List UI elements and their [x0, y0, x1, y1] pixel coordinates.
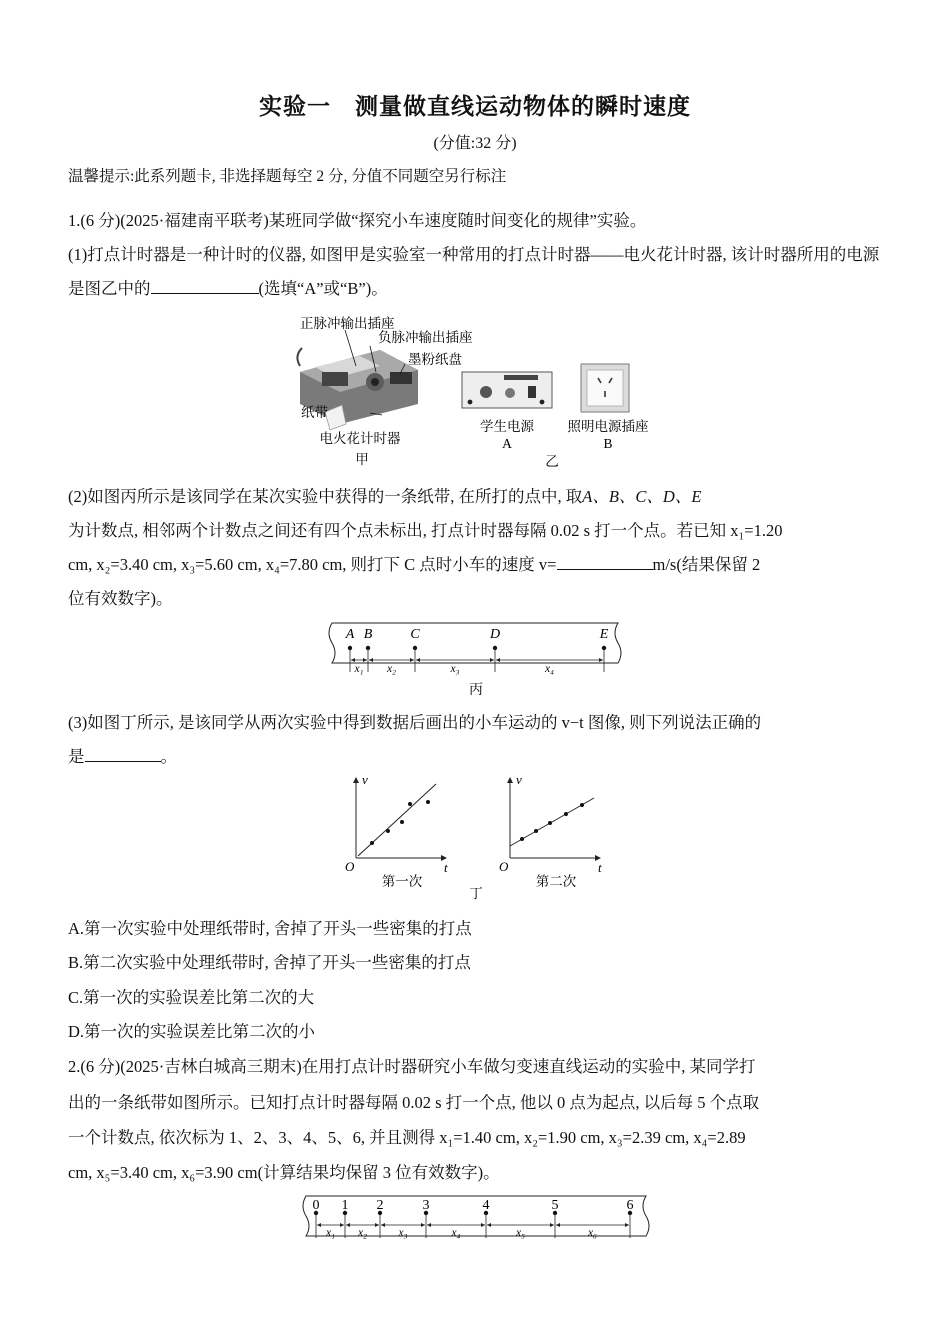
q1-part1 — [68, 238, 882, 306]
graph1-t-label: t — [444, 860, 448, 875]
label-wall-socket: 照明电源插座 — [567, 419, 649, 434]
graph2-t-label: t — [598, 860, 602, 875]
graph1-point — [400, 820, 404, 824]
graph2-origin: O — [499, 859, 509, 874]
q1-stem: 1.(6 分)(2025·福建南平联考)某班同学做“探究小车速度随时间变化的规律”实验。 — [68, 211, 647, 230]
tape-segment-label: x₃ — [398, 1227, 408, 1239]
graph1-point — [370, 841, 374, 845]
label-student-power: 学生电源 — [480, 419, 534, 434]
graph1-point — [386, 829, 390, 833]
paper-tape-figure-q2 — [296, 1192, 658, 1244]
student-power-supply-image — [462, 372, 552, 408]
answer-blank-1[interactable] — [151, 275, 259, 294]
label-positive-socket: 正脉冲输出插座 — [300, 316, 395, 331]
graph1-point — [426, 800, 430, 804]
graph2-point — [580, 803, 584, 807]
q1-part3-line1: (3)如图丁所示, 是该同学从两次实验中得到数据后画出的小车运动的 v−t 图像, 则下列说法正确的 — [68, 713, 762, 732]
answer-blank-2[interactable] — [557, 551, 653, 570]
graph1-v-label: v — [362, 774, 368, 787]
vt-graph-second — [499, 774, 602, 889]
tape-segment-label: x₃ — [450, 663, 460, 675]
score-subtitle: (分值:32 分) — [433, 135, 517, 152]
tape-point-label: A — [345, 627, 355, 642]
caption-jia: 甲 — [355, 452, 369, 467]
tape-segment-label: x₄ — [544, 663, 555, 675]
q1-part2-line2: 为计数点, 相邻两个计数点之间还有四个点未标出, 打点计时器每隔 0.02 s 打一个点。若已知 x₁=1.20 — [68, 521, 783, 540]
caption-ding: 丁 — [469, 886, 483, 901]
graph1-fit-line — [358, 784, 436, 856]
label-toner-disc: 墨粉纸盘 — [408, 352, 462, 367]
q1-part2-line4: 位有效数字)。 — [68, 589, 173, 608]
wall-socket-image — [581, 364, 629, 412]
tape-segment-label: x₄ — [451, 1227, 461, 1239]
tape-point-label: 2 — [376, 1198, 384, 1213]
timer-and-power-figure — [290, 312, 670, 472]
page-title: 实验一 测量做直线运动物体的瞬时速度 — [259, 94, 691, 119]
tape-point-label: 3 — [422, 1198, 430, 1213]
option-a[interactable]: A.第一次实验中处理纸带时, 舍掉了开头一些密集的打点 — [68, 919, 472, 938]
label-paper-tape: 纸带 — [301, 405, 328, 420]
graph2-v-label: v — [516, 774, 522, 787]
tape-point-label: 0 — [312, 1198, 320, 1213]
q1-part2-text-d: m/s(结果保留 2 — [652, 555, 761, 574]
caption-yi: 乙 — [545, 454, 559, 469]
tape-segment-label: x₆ — [587, 1227, 598, 1239]
vt-graph-first — [345, 774, 448, 889]
tape-segment-label: x₅ — [515, 1227, 526, 1239]
q1-part3-text-c: 。 — [160, 747, 177, 766]
graph2-point — [564, 812, 568, 816]
tape-segment-label: x₁ — [354, 663, 364, 675]
q1-part2-line1 — [68, 480, 882, 514]
q1-part3-line2 — [68, 740, 882, 774]
q1-part2-text-c: cm, x₂=3.40 cm, x₃=5.60 cm, x₄=7.80 cm, 则打下 C 点时小车的速度 v= — [68, 555, 557, 574]
caption-first-trial: 第一次 — [381, 874, 423, 889]
caption-bing: 丙 — [469, 683, 483, 698]
tape-point-label: C — [410, 627, 420, 642]
q2-line1: 2.(6 分)(2025·吉林白城高三期末)在用打点计时器研究小车做匀变速直线运动的实验中, 某同学打 — [68, 1057, 756, 1076]
q1-part2-line3 — [68, 548, 882, 582]
caption-spark-timer: 电火花计时器 — [319, 431, 401, 446]
label-A: A — [502, 436, 512, 451]
option-d[interactable]: D.第一次的实验误差比第二次的小 — [68, 1022, 316, 1041]
tape-segment-label: x₂ — [357, 1227, 368, 1239]
option-c[interactable]: C.第一次的实验误差比第二次的大 — [68, 988, 315, 1007]
graph2-point — [534, 829, 538, 833]
q1-part1-text: (1)打点计时器是一种计时的仪器, 如图甲是实验室一种常用的打点计时器——电火花计时器, 该计时器所用的电源是图乙中的 — [68, 245, 880, 298]
tape-point-label: 6 — [626, 1198, 634, 1213]
q1-part2-points: A、B、C、D、E — [582, 487, 702, 506]
vt-graphs-figure — [332, 774, 622, 902]
graph2-point — [520, 837, 524, 841]
label-B: B — [603, 436, 613, 451]
q2-line3: 一个计数点, 依次标为 1、2、3、4、5、6, 并且测得 x₁=1.40 cm, x₂=1.90 cm, x₃=2.39 cm, x₄=2.89 — [68, 1128, 746, 1147]
q1-part3-text-b: 是 — [68, 747, 85, 766]
tape-point-label: 4 — [482, 1198, 490, 1213]
caption-second-trial: 第二次 — [535, 874, 577, 889]
answer-blank-3[interactable] — [85, 743, 161, 762]
tape-point-label: 5 — [551, 1198, 559, 1213]
tape-segment-label: x₁ — [325, 1227, 336, 1239]
paper-tape-figure-bing — [322, 618, 632, 702]
q2-line4: cm, x₅=3.40 cm, x₆=3.90 cm(计算结果均保留 3 位有效数字)。 — [68, 1163, 500, 1182]
graph1-origin: O — [345, 859, 355, 874]
tape-point-label: E — [599, 627, 609, 642]
tape-point-label: D — [489, 627, 501, 642]
hint-text: 温馨提示:此系列题卡, 非选择题每空 2 分, 分值不同题空另行标注 — [68, 168, 507, 185]
tape-point-label: B — [363, 627, 373, 642]
q2-line2: 出的一条纸带如图所示。已知打点计时器每隔 0.02 s 打一个点, 他以 0 点为起点, 以后每 5 个点取 — [68, 1093, 760, 1112]
label-negative-socket: 负脉冲输出插座 — [378, 330, 473, 345]
tape-point-label: 1 — [341, 1198, 349, 1213]
option-b[interactable]: B.第二次实验中处理纸带时, 舍掉了开头一些密集的打点 — [68, 953, 471, 972]
q1-part2-text-a: (2)如图丙所示是该同学在某次实验中获得的一条纸带, 在所打的点中, 取 — [68, 487, 583, 506]
graph1-point — [408, 802, 412, 806]
q1-part1-suffix: (选填“A”或“B”)。 — [258, 279, 388, 298]
tape-segment-label: x₂ — [386, 663, 397, 675]
graph2-point — [548, 821, 552, 825]
